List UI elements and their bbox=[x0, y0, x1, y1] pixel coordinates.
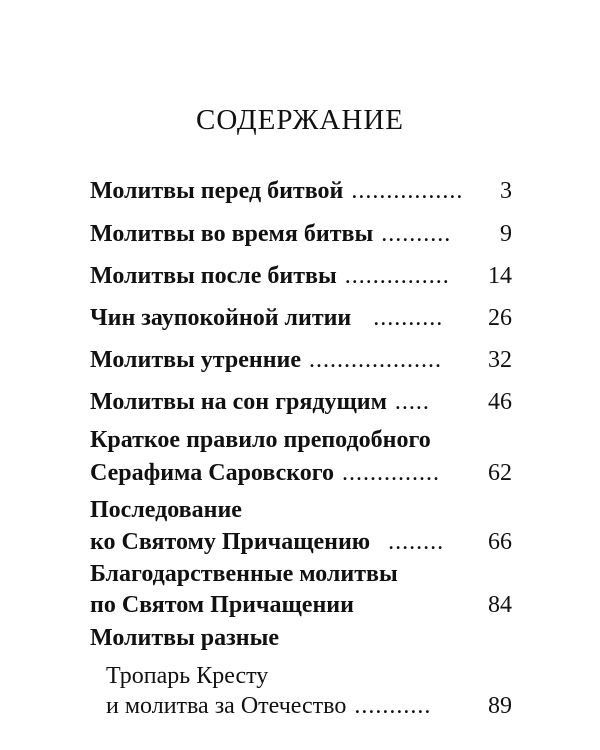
toc-page-number: 14 bbox=[488, 263, 512, 289]
toc-entry-title: Краткое правило преподобного bbox=[90, 427, 431, 453]
toc-leader-dots: .......... bbox=[381, 221, 452, 247]
toc-entry[interactable] bbox=[90, 387, 512, 417]
toc-entry-title: Последование bbox=[90, 497, 242, 523]
toc-entry[interactable] bbox=[90, 345, 512, 375]
toc-leader-dots: .......... bbox=[373, 305, 444, 331]
toc-entry[interactable] bbox=[90, 219, 512, 249]
toc-entry-title: Тропарь Кресту bbox=[106, 663, 269, 689]
toc-entry[interactable] bbox=[90, 176, 512, 206]
toc-entry-title: Молитвы на сон грядущим bbox=[90, 389, 387, 415]
toc-leader-dots: .............. bbox=[342, 460, 441, 486]
toc-page-number: 84 bbox=[488, 592, 512, 618]
toc-entry-title-continued: Серафима Саровского bbox=[90, 460, 335, 486]
toc-entry[interactable] bbox=[90, 559, 512, 620]
toc-leader-dots: ............... bbox=[344, 263, 450, 289]
toc-leader-dots: ..... bbox=[394, 389, 430, 415]
toc-page-number: 89 bbox=[488, 693, 512, 719]
toc-sub-entry[interactable] bbox=[90, 661, 512, 721]
page-title: СОДЕРЖАНИЕ bbox=[196, 104, 404, 136]
toc-leader-dots: ................... bbox=[309, 347, 443, 373]
toc-entry-title-continued: и молитва за Отечество bbox=[106, 693, 347, 719]
toc-page-number: 66 bbox=[488, 529, 512, 555]
toc-entry[interactable] bbox=[90, 261, 512, 291]
toc-entry-title: Молитвы утренние bbox=[90, 347, 302, 373]
toc-entry[interactable] bbox=[90, 303, 512, 333]
toc-page-number: 3 bbox=[500, 178, 512, 204]
toc-leader-dots: ........... bbox=[354, 693, 432, 719]
toc-entry[interactable] bbox=[90, 425, 512, 488]
toc-section-heading[interactable] bbox=[90, 623, 512, 653]
toc-entry-title: Молитвы разные bbox=[90, 625, 280, 651]
toc-leader-dots: ................ bbox=[351, 178, 464, 204]
toc-entry-title: Молитвы после битвы bbox=[90, 263, 337, 289]
toc-entry[interactable] bbox=[90, 495, 512, 557]
toc-entry-title: Молитвы перед битвой bbox=[90, 178, 344, 204]
toc-page-number: 62 bbox=[488, 460, 512, 486]
toc-page-number: 46 bbox=[488, 389, 512, 415]
toc-page-number: 32 bbox=[488, 347, 512, 373]
toc-page-number: 26 bbox=[488, 305, 512, 331]
toc-entry-title-continued: по Святом Причащении bbox=[90, 592, 354, 618]
toc-entry-title: Чин заупокойной литии bbox=[90, 305, 352, 331]
toc-entry-title: Благодарственные молитвы bbox=[90, 561, 398, 587]
toc-entry-title: Молитвы во время битвы bbox=[90, 221, 374, 247]
toc-page-number: 9 bbox=[500, 221, 512, 247]
toc-leader-dots: ........ bbox=[388, 529, 445, 555]
toc-entry-title-continued: ко Святому Причащению bbox=[90, 529, 371, 555]
